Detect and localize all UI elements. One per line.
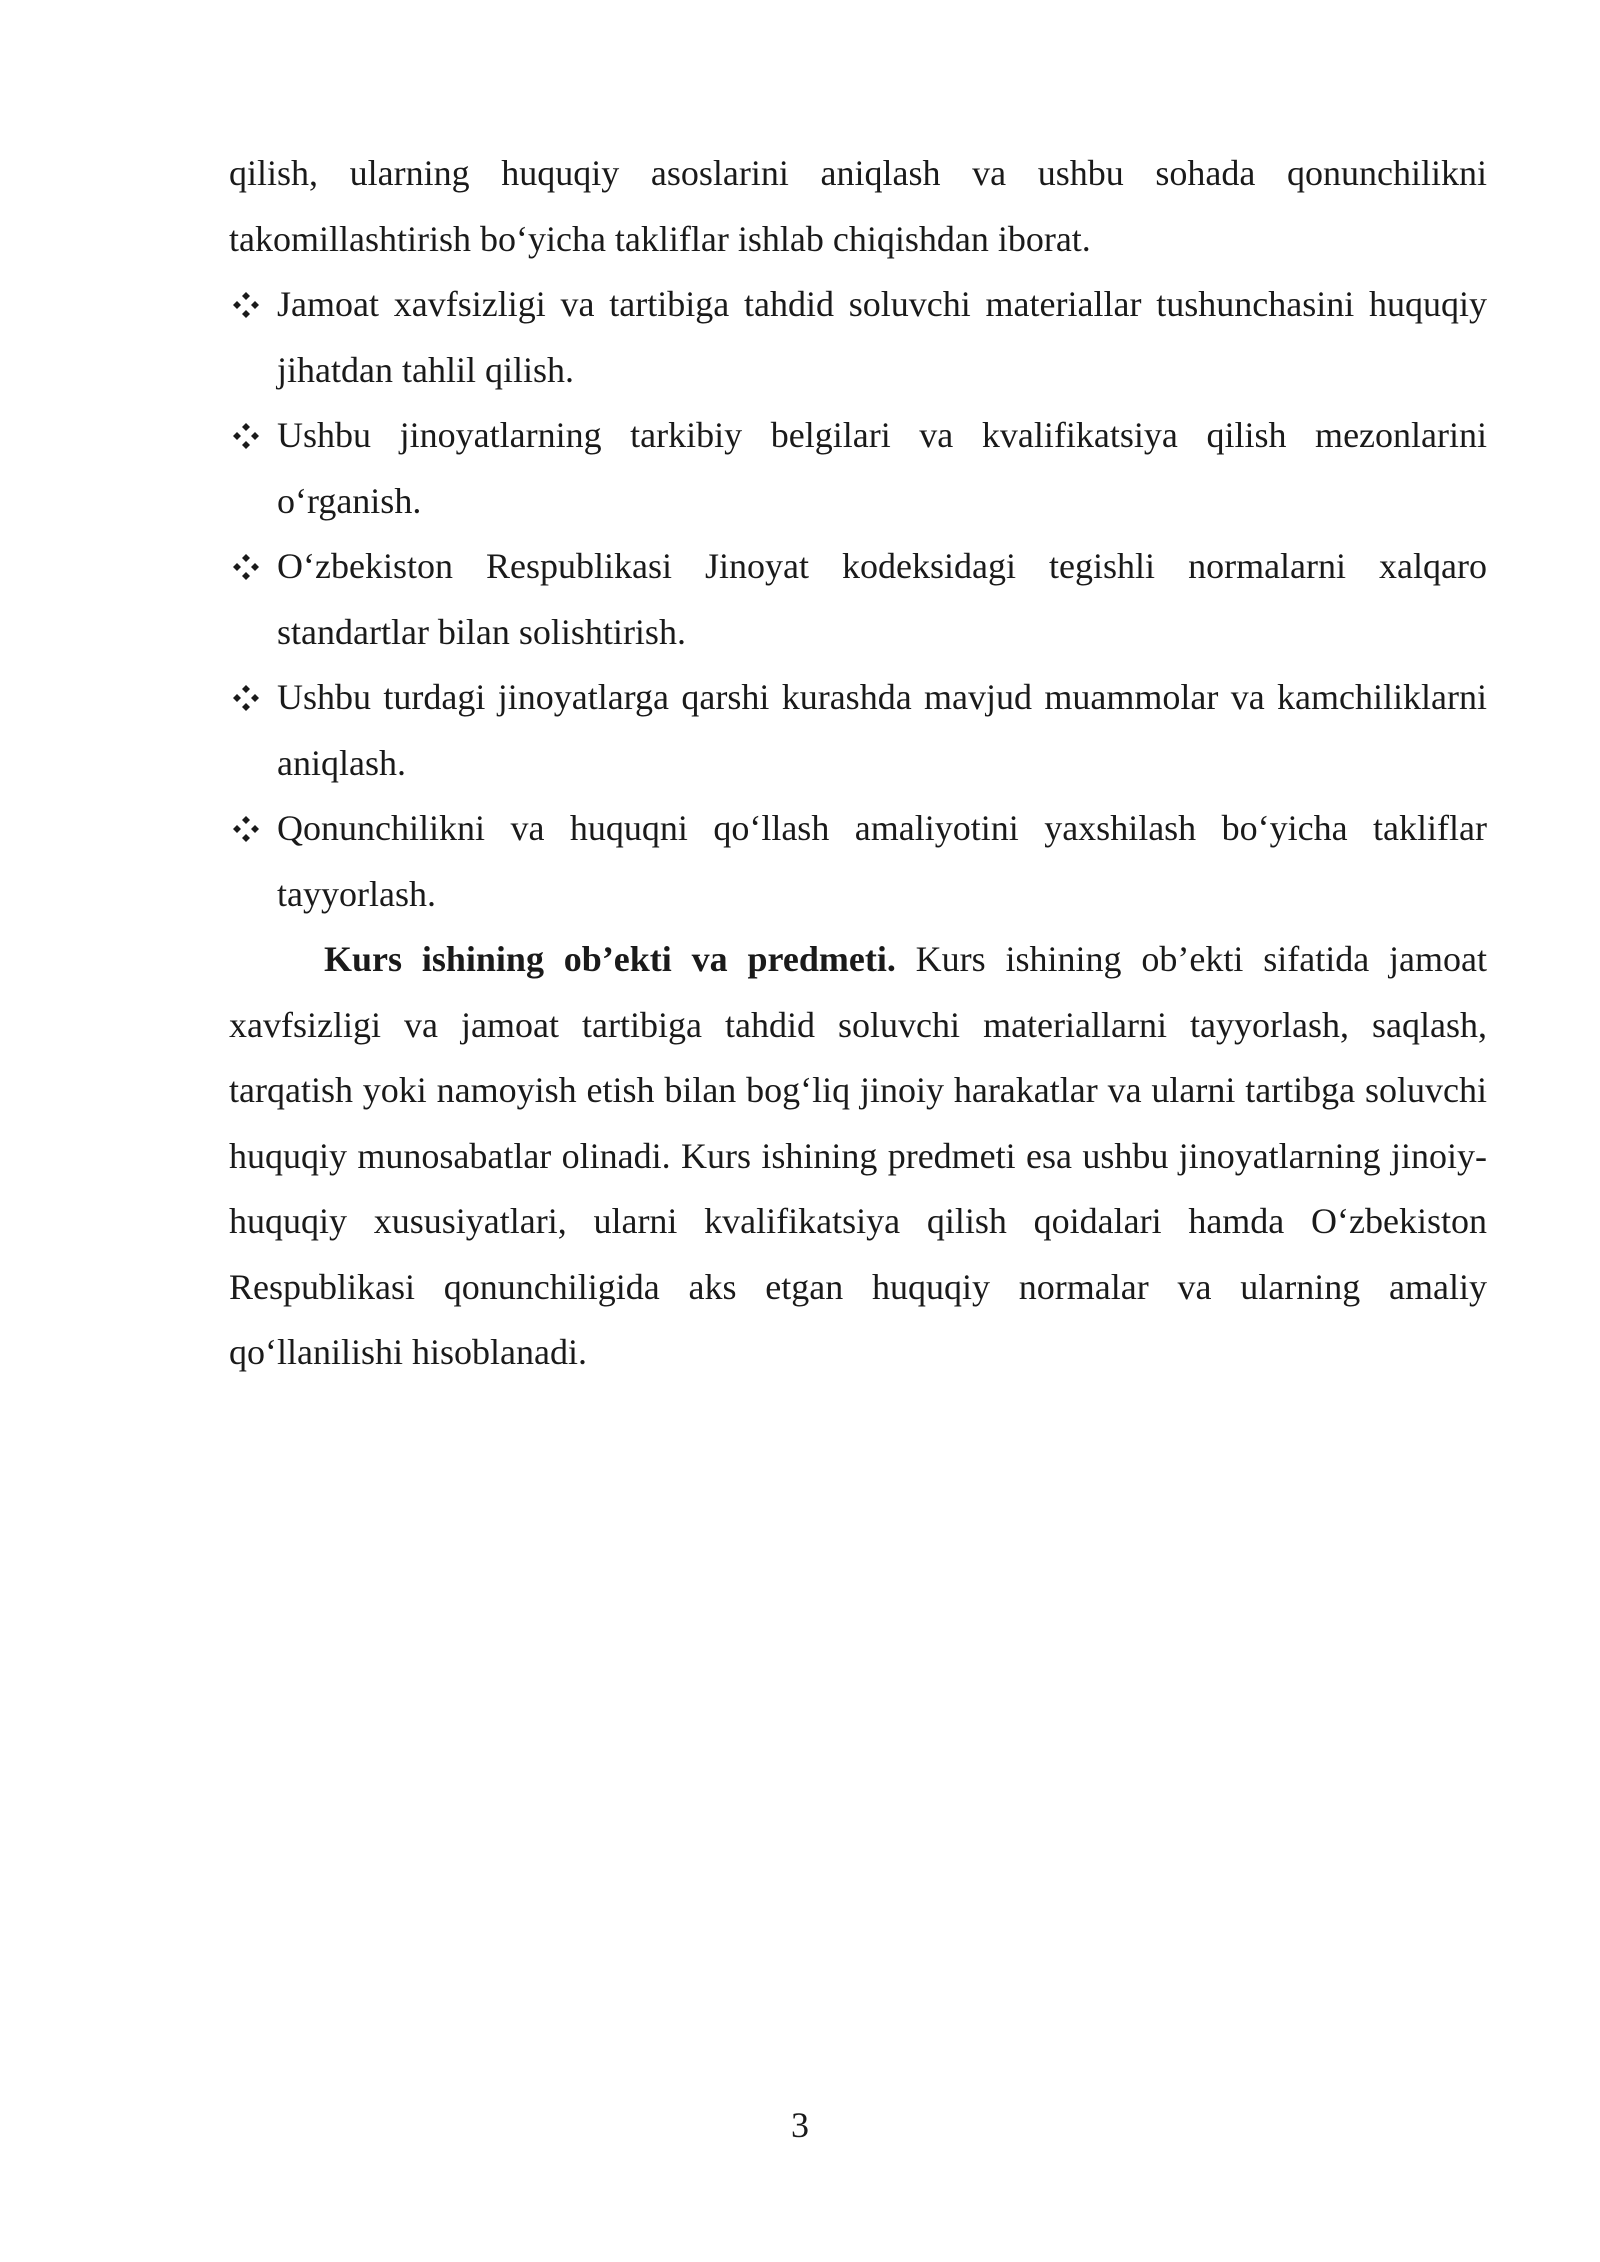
diamond-bullet-icon [231, 272, 261, 337]
list-item [229, 796, 1487, 927]
paragraph-text: Kurs ishining ob’ekti sifatida jamoat xavfsizligi va jamoat tartibiga tahdid soluvchi materiallarni tayyorlash, saqlash, tarqatish yoki namoyish etish bilan bog‘liq jinoiy harakatlar va ularni tartibga soluvchi huquqiy munosabatlar olinadi. Kurs ishining predmeti esa ushbu jinoyatlarning jinoiy-huquqiy xususiyatlari, ularni kvalifikatsiya qilish qoidalari hamda O‘zbekiston Respublikasi qonunchiligida aks etgan huquqiy normalar va ularning amaliy qo‘llanilishi hisoblanadi. [229, 939, 1488, 1372]
list-item-text: Ushbu turdagi jinoyatlarga qarshi kurashda mavjud muammolar va kamchiliklarni aniqlash. [277, 677, 1487, 783]
page-number: 3 [791, 2105, 809, 2145]
diamond-bullet-icon [231, 796, 261, 861]
diamond-bullet-icon [231, 534, 261, 599]
intro-paragraph: qilish, ularning huquqiy asoslarini aniqlash va ushbu sohada qonunchilikni takomillashtirish bo‘yicha takliflar ishlab chiqishdan iborat. [229, 153, 1487, 259]
page-body [229, 141, 1487, 1386]
list-item [229, 534, 1487, 665]
object-subject-paragraph [229, 927, 1487, 1386]
paragraph-heading: Kurs ishining ob’ekti va predmeti. [324, 939, 896, 979]
list-item-text: O‘zbekiston Respublikasi Jinoyat kodeksidagi tegishli normalarni xalqaro standartlar bilan solishtirish. [277, 546, 1487, 652]
diamond-bullet-icon [231, 403, 261, 468]
diamond-bullet-icon [231, 665, 261, 730]
list-item-text: Qonunchilikni va huquqni qo‘llash amaliyotini yaxshilash bo‘yicha takliflar tayyorlash. [277, 808, 1487, 914]
objectives-list [229, 272, 1487, 927]
list-item [229, 403, 1487, 534]
list-item-text: Ushbu jinoyatlarning tarkibiy belgilari va kvalifikatsiya qilish mezonlarini o‘rganish. [277, 415, 1487, 521]
list-item-text: Jamoat xavfsizligi va tartibiga tahdid soluvchi materiallar tushunchasini huquqiy jihatdan tahlil qilish. [277, 284, 1487, 390]
list-item [229, 272, 1487, 403]
list-item [229, 665, 1487, 796]
